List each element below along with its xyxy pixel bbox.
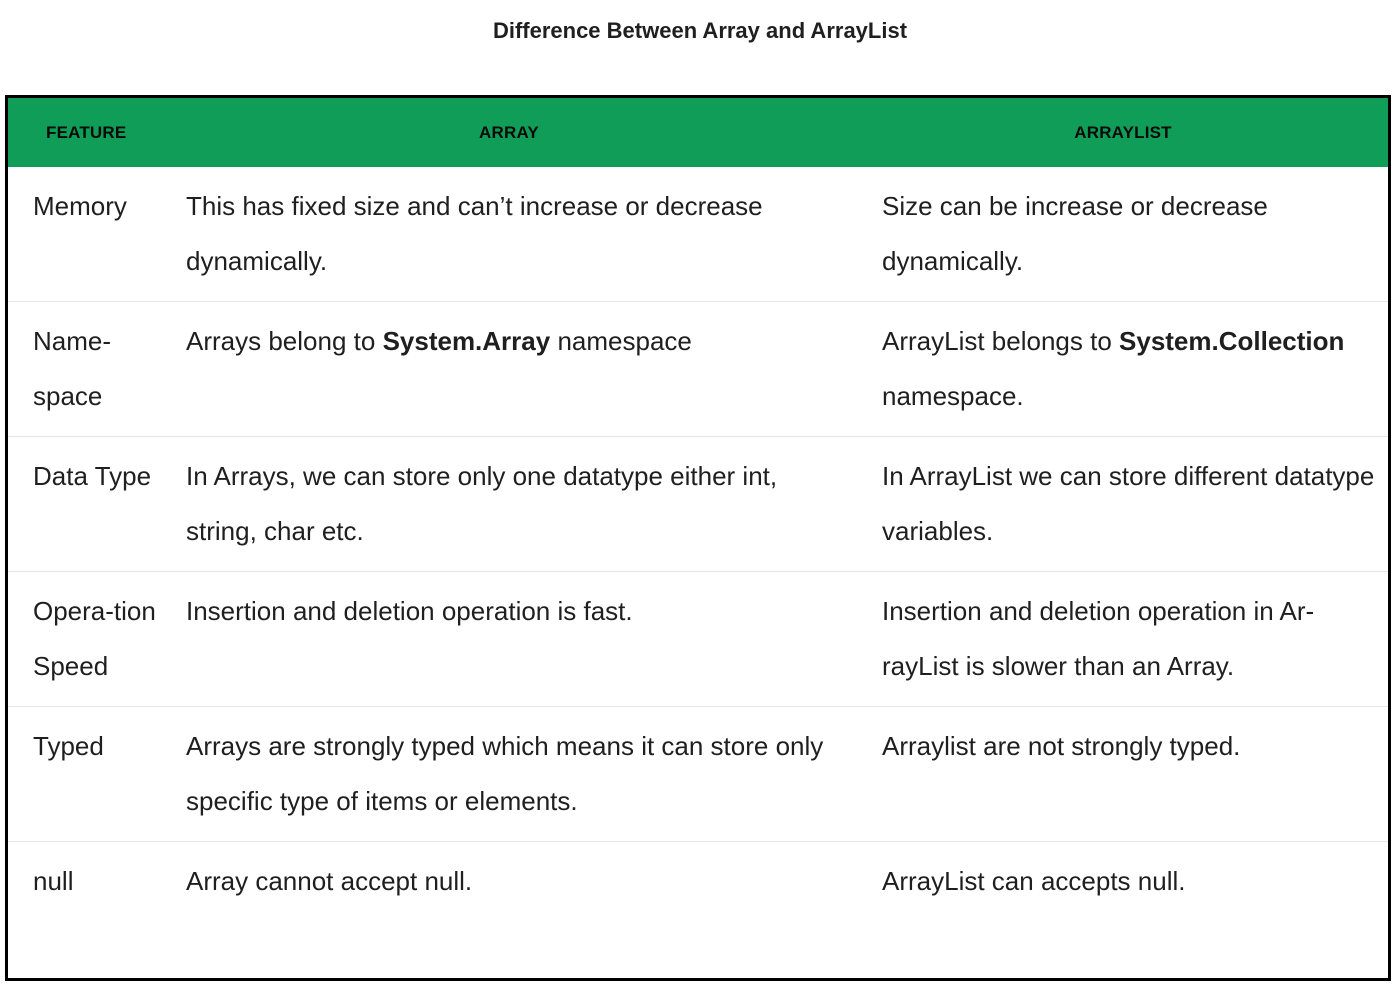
cell-text: namespace [550, 326, 692, 356]
table-body [8, 167, 1388, 921]
cell-text: Arrays are strongly typed which means it can store only specific type of items or elements. [186, 731, 824, 816]
array-cell [160, 302, 858, 437]
cell-text: This has fixed size and can’t increase or decrease dynamically. [186, 191, 763, 276]
table-row [8, 437, 1388, 572]
array-cell [160, 707, 858, 842]
feature-cell: Opera-tion Speed [8, 572, 160, 707]
array-cell [160, 437, 858, 572]
comparison-table-container [5, 95, 1391, 981]
cell-text: Insertion and deletion operation in Ar-rayList is slower than an Array. [882, 596, 1315, 681]
cell-bold-text: System.Array [382, 326, 551, 356]
feature-cell: Name-space [8, 302, 160, 437]
arraylist-cell [858, 437, 1388, 572]
arraylist-cell [858, 707, 1388, 842]
cell-text: In ArrayList we can store different datatype variables. [882, 461, 1375, 546]
cell-bold-text: System.Collection [1119, 326, 1345, 356]
header-feature: FEATURE [8, 98, 160, 167]
arraylist-cell [858, 302, 1388, 437]
table-row [8, 167, 1388, 302]
cell-text: Arraylist are not strongly typed. [882, 731, 1241, 761]
cell-text: Size can be increase or decrease dynamically. [882, 191, 1268, 276]
cell-text: Arrays belong to [186, 326, 383, 356]
cell-text: namespace. [882, 381, 1024, 411]
header-array: ARRAY [160, 98, 858, 167]
array-cell [160, 167, 858, 302]
arraylist-cell [858, 572, 1388, 707]
table-row [8, 842, 1388, 922]
table-row [8, 302, 1388, 437]
cell-text: Insertion and deletion operation is fast. [186, 596, 633, 626]
feature-cell: Memory [8, 167, 160, 302]
table-row [8, 572, 1388, 707]
feature-cell: null [33, 866, 74, 896]
table-header [8, 98, 1388, 167]
cell-text: Array cannot accept null. [186, 866, 473, 896]
feature-cell: Typed [8, 707, 160, 842]
cell-text: ArrayList belongs to [882, 326, 1120, 356]
header-arraylist: ARRAYLIST [858, 98, 1388, 167]
arraylist-cell [858, 167, 1388, 302]
cell-text: ArrayList can accepts null. [882, 866, 1186, 896]
cell-text: In Arrays, we can store only one datatype either int, string, char etc. [186, 461, 778, 546]
table-row [8, 707, 1388, 842]
feature-cell: Data Type [8, 437, 160, 572]
arraylist-cell [858, 842, 1388, 922]
comparison-table [8, 98, 1388, 921]
header-row [8, 98, 1388, 167]
page-title: Difference Between Array and ArrayList [492, 18, 908, 43]
array-cell [160, 842, 858, 922]
array-cell [160, 572, 858, 707]
